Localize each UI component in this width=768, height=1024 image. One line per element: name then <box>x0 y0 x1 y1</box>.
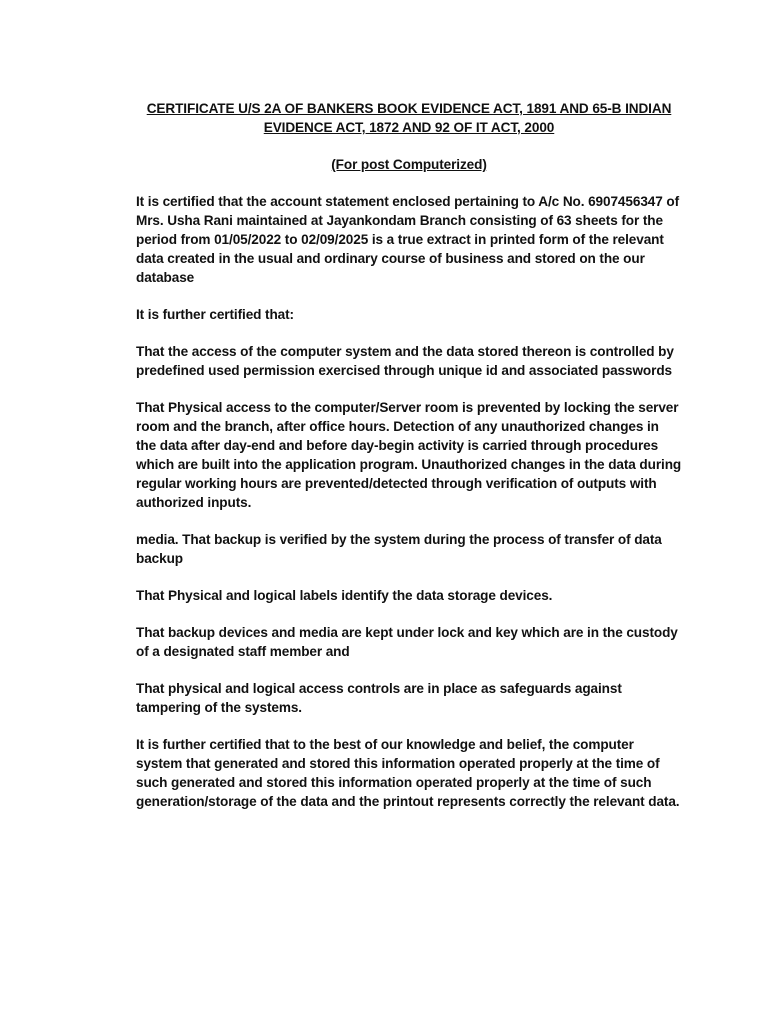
paragraph-further-certified: It is further certified that: <box>136 307 294 322</box>
paragraph-storage-labels: That Physical and logical labels identify the data storage devices. <box>136 588 553 603</box>
paragraph-backup-custody: That backup devices and media are kept under lock and key which are in the custody of a designated staff member and <box>136 625 678 659</box>
certificate-title <box>136 99 682 137</box>
paragraph-physical-access: That Physical access to the computer/Server room is prevented by locking the server room and the branch, after office hours. Detection of any unauthorized changes in the data after day-end and before day-begin activity is carried through procedures which are built into the application program. Unauthorized changes in the data during regular working hours are prevented/detected through verification of outputs with authorized inputs. <box>136 400 682 510</box>
certificate-document <box>136 99 682 811</box>
certificate-subtitle: (For post Computerized) <box>331 157 487 172</box>
title-line-2: EVIDENCE ACT, 1872 AND 92 OF IT ACT, 2000 <box>263 120 555 135</box>
paragraph-backup-verified: media. That backup is verified by the system during the process of transfer of data backup <box>136 532 662 566</box>
paragraph-account-statement: It is certified that the account statement enclosed pertaining to A/c No. 6907456347 of Mrs. Usha Rani maintained at Jayankondam Branch consisting of 63 sheets for the period from 01/05/2022 to 02/09/2025 is a true extract in printed form of the relevant data created in the usual and ordinary course of business and stored on the our database <box>136 194 680 285</box>
paragraph-knowledge-belief: It is further certified that to the best of our knowledge and belief, the computer system that generated and stored this information operated properly at the time of such generated and stored this information operated properly at the time of such generation/storage of the data and the printout represents correctly the relevant data. <box>136 737 680 809</box>
paragraph-access-control: That the access of the computer system and the data stored thereon is controlled by predefined used permission exercised through unique id and associated passwords <box>136 344 674 378</box>
title-line-1: CERTIFICATE U/S 2A OF BANKERS BOOK EVIDENCE ACT, 1891 AND 65-B INDIAN <box>146 101 672 116</box>
paragraph-tampering-safeguards: That physical and logical access controls are in place as safeguards against tampering of the systems. <box>136 681 622 715</box>
